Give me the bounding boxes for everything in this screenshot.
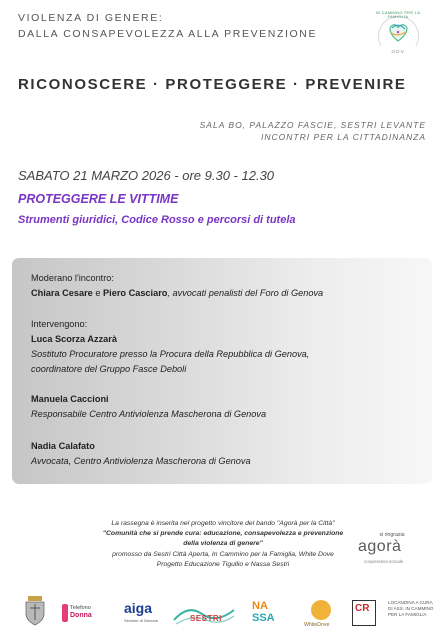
speaker-role: Responsabile Centro Antiviolenza Mascherona di Genova [31,409,267,419]
crest-icon [22,594,48,628]
aiga-sub-label: Sezione di Genova [124,618,158,623]
in-cammino-logo [372,8,424,56]
nassa-label-1: NA [252,600,268,612]
nassa-label-2: SSA [252,612,275,624]
logo-arc-text: IN CAMMINO PER LA FAMIGLIA [375,11,421,19]
venue-line-2: INCONTRI PER LA CITTADINANZA [261,132,426,142]
footer-line-5: Progetto Educazione Tigullio e Nassa Sestri [156,561,290,568]
agora-thanks: si ringrazia [379,532,405,538]
aiga-logo [124,600,164,628]
municipal-crest-logo [22,594,48,628]
locandina-credit: LOCANDINA A CURA DI ASS. IN CAMMINO PER LA FAMIGLIA [388,600,434,617]
event-title: PROTEGGERE LE VITTIME [18,192,179,206]
footer-line-2: "Comunità che si prende cura: educazione, consapevolezza e prevenzione [102,530,344,537]
white-dove-logo [304,600,338,630]
footer-line-1: La rassegna è inserita nel progetto vincitore del bando "Agorà per la Città" [111,520,335,527]
header-line-1: VIOLENZA DI GENERE: [18,12,164,24]
moderators-role: , avvocati penalisti del Foro di Genova [167,288,324,298]
speakers-panel [12,258,432,484]
telefono-label: Telefono [70,605,91,611]
logo-letters: O.D.V. [391,49,405,54]
speaker-role: Avvocata, Centro Antiviolenza Mascherona di Genova [31,456,251,466]
moderators-label: Moderano l'incontro: [31,273,114,283]
sestri-label: SESTRI [190,614,222,623]
donna-label: Donna [70,612,92,619]
speakers-label: Intervengono: [31,319,88,329]
footer-line-3: della violenza di genere" [183,540,263,547]
event-date-time: SABATO 21 MARZO 2026 - ore 9.30 - 12.30 [18,168,275,183]
dove-icon [311,600,331,620]
speaker-name: Manuela Caccioni [31,394,109,404]
telefono-donna-logo [62,604,114,628]
moderator-name: Chiara Cesare [31,288,93,298]
speaker-role: Sostituto Procuratore presso la Procura della Repubblica di Genova, [31,349,310,359]
footer-line-4: promosso da Sestri Città Aperta, In Cammino per la Famiglia, White Dove [112,551,334,558]
speaker-name: Luca Scorza Azzarà [31,334,117,344]
main-title: RICONOSCERE · PROTEGGERE · PREVENIRE [18,76,407,93]
cr-label: CR [355,603,370,614]
aiga-label: aiga [124,600,153,616]
codice-rosso-logo [352,600,376,626]
moderator-name: Piero Casciaro [103,288,168,298]
agora-sub: cooperativa sociale [364,559,404,564]
speaker-name: Nadia Calafato [31,441,95,451]
venue-line-1: SALA BO, PALAZZO FASCIE, SESTRI LEVANTE [199,120,426,130]
speaker-role: coordinatore del Gruppo Fasce Deboli [31,364,187,374]
event-subtitle: Strumenti giuridici, Codice Rosso e percorsi di tutela [18,214,296,226]
white-dove-label: WhiteDove [304,622,330,628]
nassa-logo [252,600,282,628]
sestri-logo [172,602,236,628]
moderators-line [31,288,323,298]
phone-icon [62,604,68,622]
agora-logo: agorà [358,538,402,555]
header-line-2: DALLA CONSAPEVOLEZZA ALLA PREVENZIONE [18,28,318,40]
moderators-and: e [95,288,101,298]
